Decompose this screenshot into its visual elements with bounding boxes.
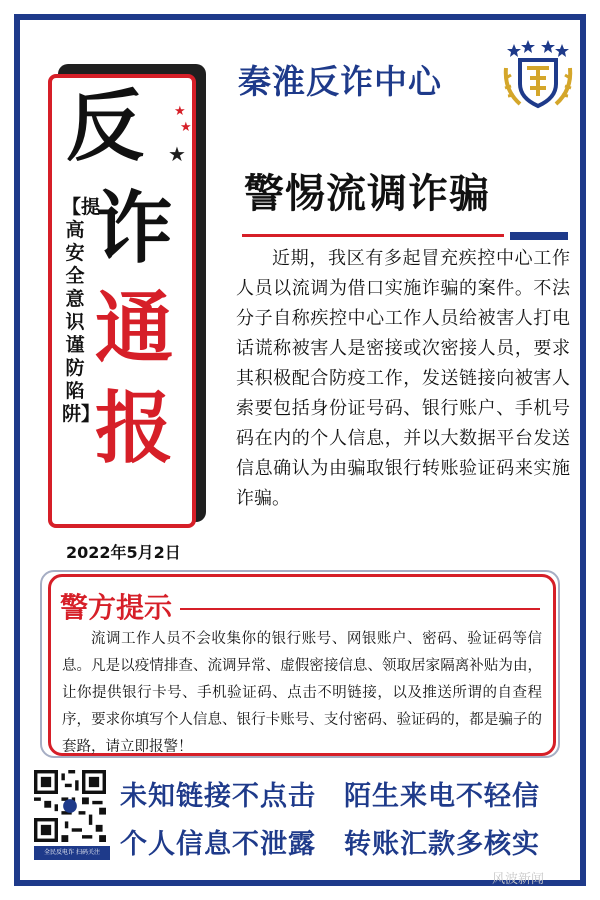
tips-divider (180, 608, 540, 610)
notice-title: 警惕流调诈骗 (244, 171, 490, 217)
tips-title: 警方提示 (60, 591, 173, 624)
tips-body-paragraph: 流调工作人员不会收集你的银行账号、网银账户、密码、验证码等信息。凡是以疫情排查、流调异常、虚假密接信息、领取居家隔离补贴为由，让你提供银行卡号、手机验证码、点击不明链接，以及推送所谓的自查程序，要求你填写个人信息、银行卡账号、支付密码、验证码的，都是骗子的套路，请立即报警！ (62, 631, 542, 755)
star-icon: ★ (174, 104, 186, 119)
qr-code[interactable] (34, 770, 106, 842)
tips-body (62, 626, 542, 761)
notice-body (236, 244, 570, 514)
slogan-line-2: 个人信息不泄露 转账汇款多核实 (120, 829, 540, 860)
qr-caption: 全民反电诈 扫码关注 (34, 846, 110, 860)
slogan-line-1: 未知链接不点击 陌生来电不轻信 (120, 781, 540, 812)
star-icon: ★ (168, 142, 186, 166)
badge-char-fan: 反 (66, 82, 145, 172)
notice-body-paragraph: 近期，我区有多起冒充疾控中心工作人员以流调为借口实施诈骗的案件。不法分子自称疾控中心工作人员给被害人打电话谎称被害人是密接或次密接人员，要求其积极配合防疫工作，发送链接向被害人索要包括身份证号码、银行账户、手机号码在内的个人信息，并以大数据平台发送信息确认为由骗取银行转账验证码来实施诈骗。 (236, 248, 570, 509)
watermark: 风波新闻 (492, 872, 545, 887)
badge-vertical-slogan: 【提高安全意识 谨防陷阱】 (62, 196, 101, 425)
title-rule (242, 232, 568, 240)
org-name: 秦淮反诈中心 (238, 62, 442, 101)
badge-char-zha: 诈 (95, 184, 174, 274)
badge-char-tong: 通 (95, 284, 174, 374)
star-icon: ★ (180, 120, 192, 135)
badge-char-bao: 报 (95, 384, 174, 474)
notice-date: 2022年5月2日 (66, 543, 181, 562)
police-emblem-icon (500, 38, 576, 114)
